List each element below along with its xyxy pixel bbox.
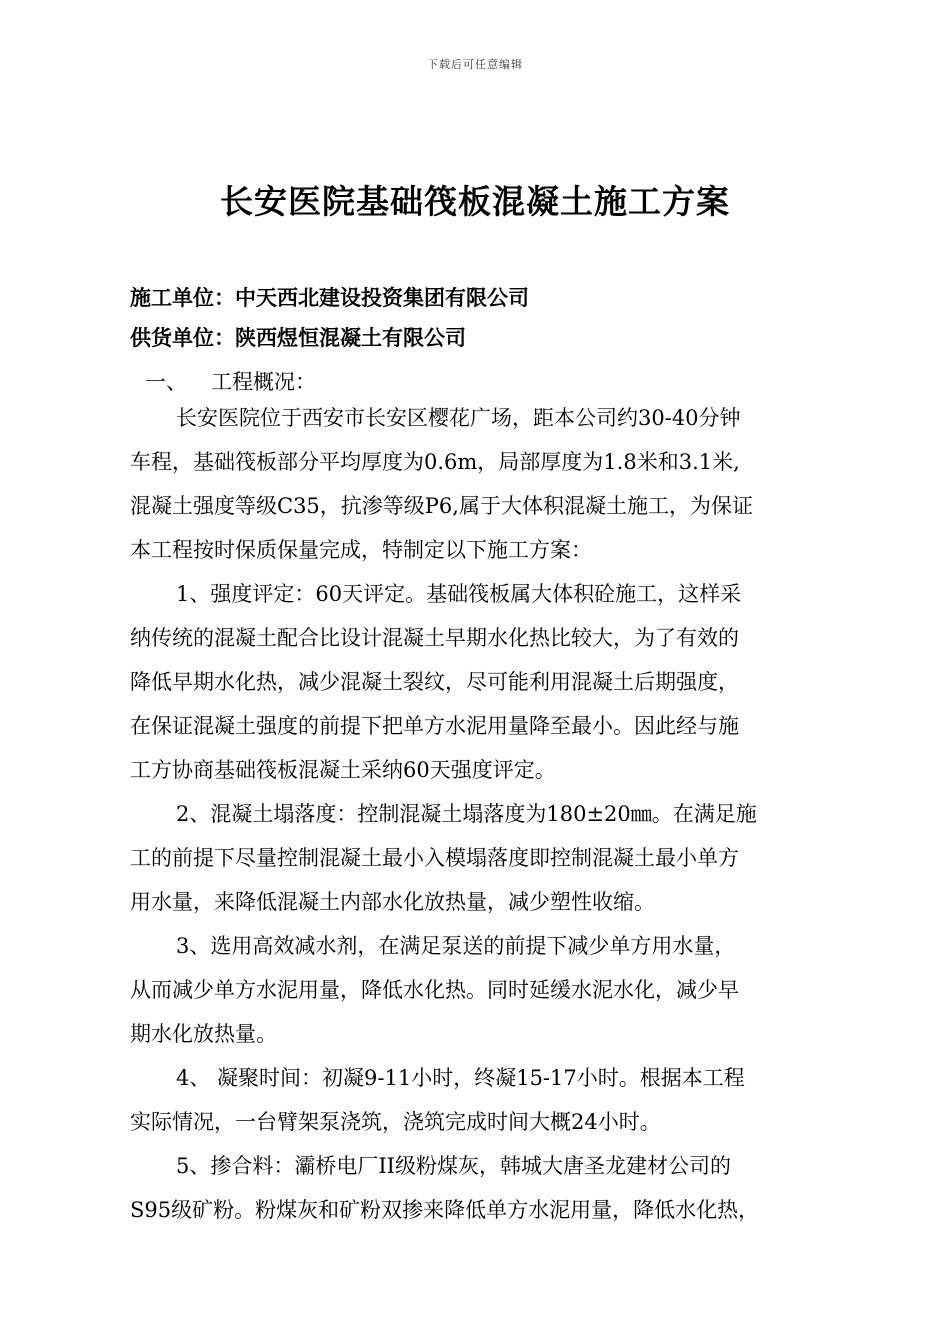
text-line: 在保证混凝土强度的前提下把单方水泥用量降至最小。因此经与施 bbox=[130, 714, 739, 738]
text-line: 4、 凝聚时间：初凝9-11小时，终凝15-17小时。根据本工程 bbox=[176, 1066, 745, 1090]
text-line: 车程，基础筏板部分平均厚度为0.6m，局部厚度为1.8米和3.1米, bbox=[130, 450, 740, 474]
text-line: 期水化放热量。 bbox=[130, 1022, 277, 1046]
header-note: 下载后可任意编辑 bbox=[427, 58, 523, 71]
section-title: 工程概况： bbox=[211, 370, 316, 394]
body-text bbox=[130, 396, 830, 1232]
text-line: 2、混凝土塌落度：控制混凝土塌落度为180±20㎜。在满足施 bbox=[176, 802, 757, 826]
text-line: 长安医院位于西安市长安区樱花广场，距本公司约30-40分钟 bbox=[176, 406, 741, 430]
section-number: 一、 bbox=[145, 370, 187, 394]
document-title: 长安医院基础筏板混凝土施工方案 bbox=[220, 182, 730, 221]
text-line: 实际情况，一台臂架泵浇筑，浇筑完成时间大概24小时。 bbox=[130, 1110, 661, 1134]
text-line: 5、掺合料：灞桥电厂II级粉煤灰，韩城大唐圣龙建材公司的 bbox=[176, 1154, 731, 1178]
supply-unit: 供货单位：陕西煜恒混凝土有限公司 bbox=[130, 325, 466, 350]
text-line: 用水量，来降低混凝土内部水化放热量，减少塑性收缩。 bbox=[130, 890, 655, 914]
text-line: 纳传统的混凝土配合比设计混凝土早期水化热比较大，为了有效的 bbox=[130, 626, 739, 650]
text-line: 本工程按时保质保量完成，特制定以下施工方案： bbox=[130, 538, 592, 562]
section-heading bbox=[145, 366, 316, 396]
construction-unit: 施工单位：中天西北建设投资集团有限公司 bbox=[130, 285, 529, 310]
text-line: S95级矿粉。粉煤灰和矿粉双掺来降低单方水泥用量，降低水化热， bbox=[130, 1198, 760, 1222]
text-line: 混凝土强度等级C35，抗渗等级P6,属于大体积混凝土施工，为保证 bbox=[130, 494, 753, 518]
text-line: 1、强度评定：60天评定。基础筏板属大体积砼施工，这样采 bbox=[176, 582, 742, 606]
text-line: 工方协商基础筏板混凝土采纳60天强度评定。 bbox=[130, 758, 556, 782]
text-line: 降低早期水化热，减少混凝土裂纹，尽可能利用混凝土后期强度， bbox=[130, 670, 739, 694]
text-line: 从而减少单方水泥用量，降低水化热。同时延缓水泥水化，减少早 bbox=[130, 978, 739, 1002]
text-line: 工的前提下尽量控制混凝土最小入模塌落度即控制混凝土最小单方 bbox=[130, 846, 739, 870]
text-line: 3、选用高效减水剂，在满足泵送的前提下减少单方用水量， bbox=[176, 934, 736, 958]
